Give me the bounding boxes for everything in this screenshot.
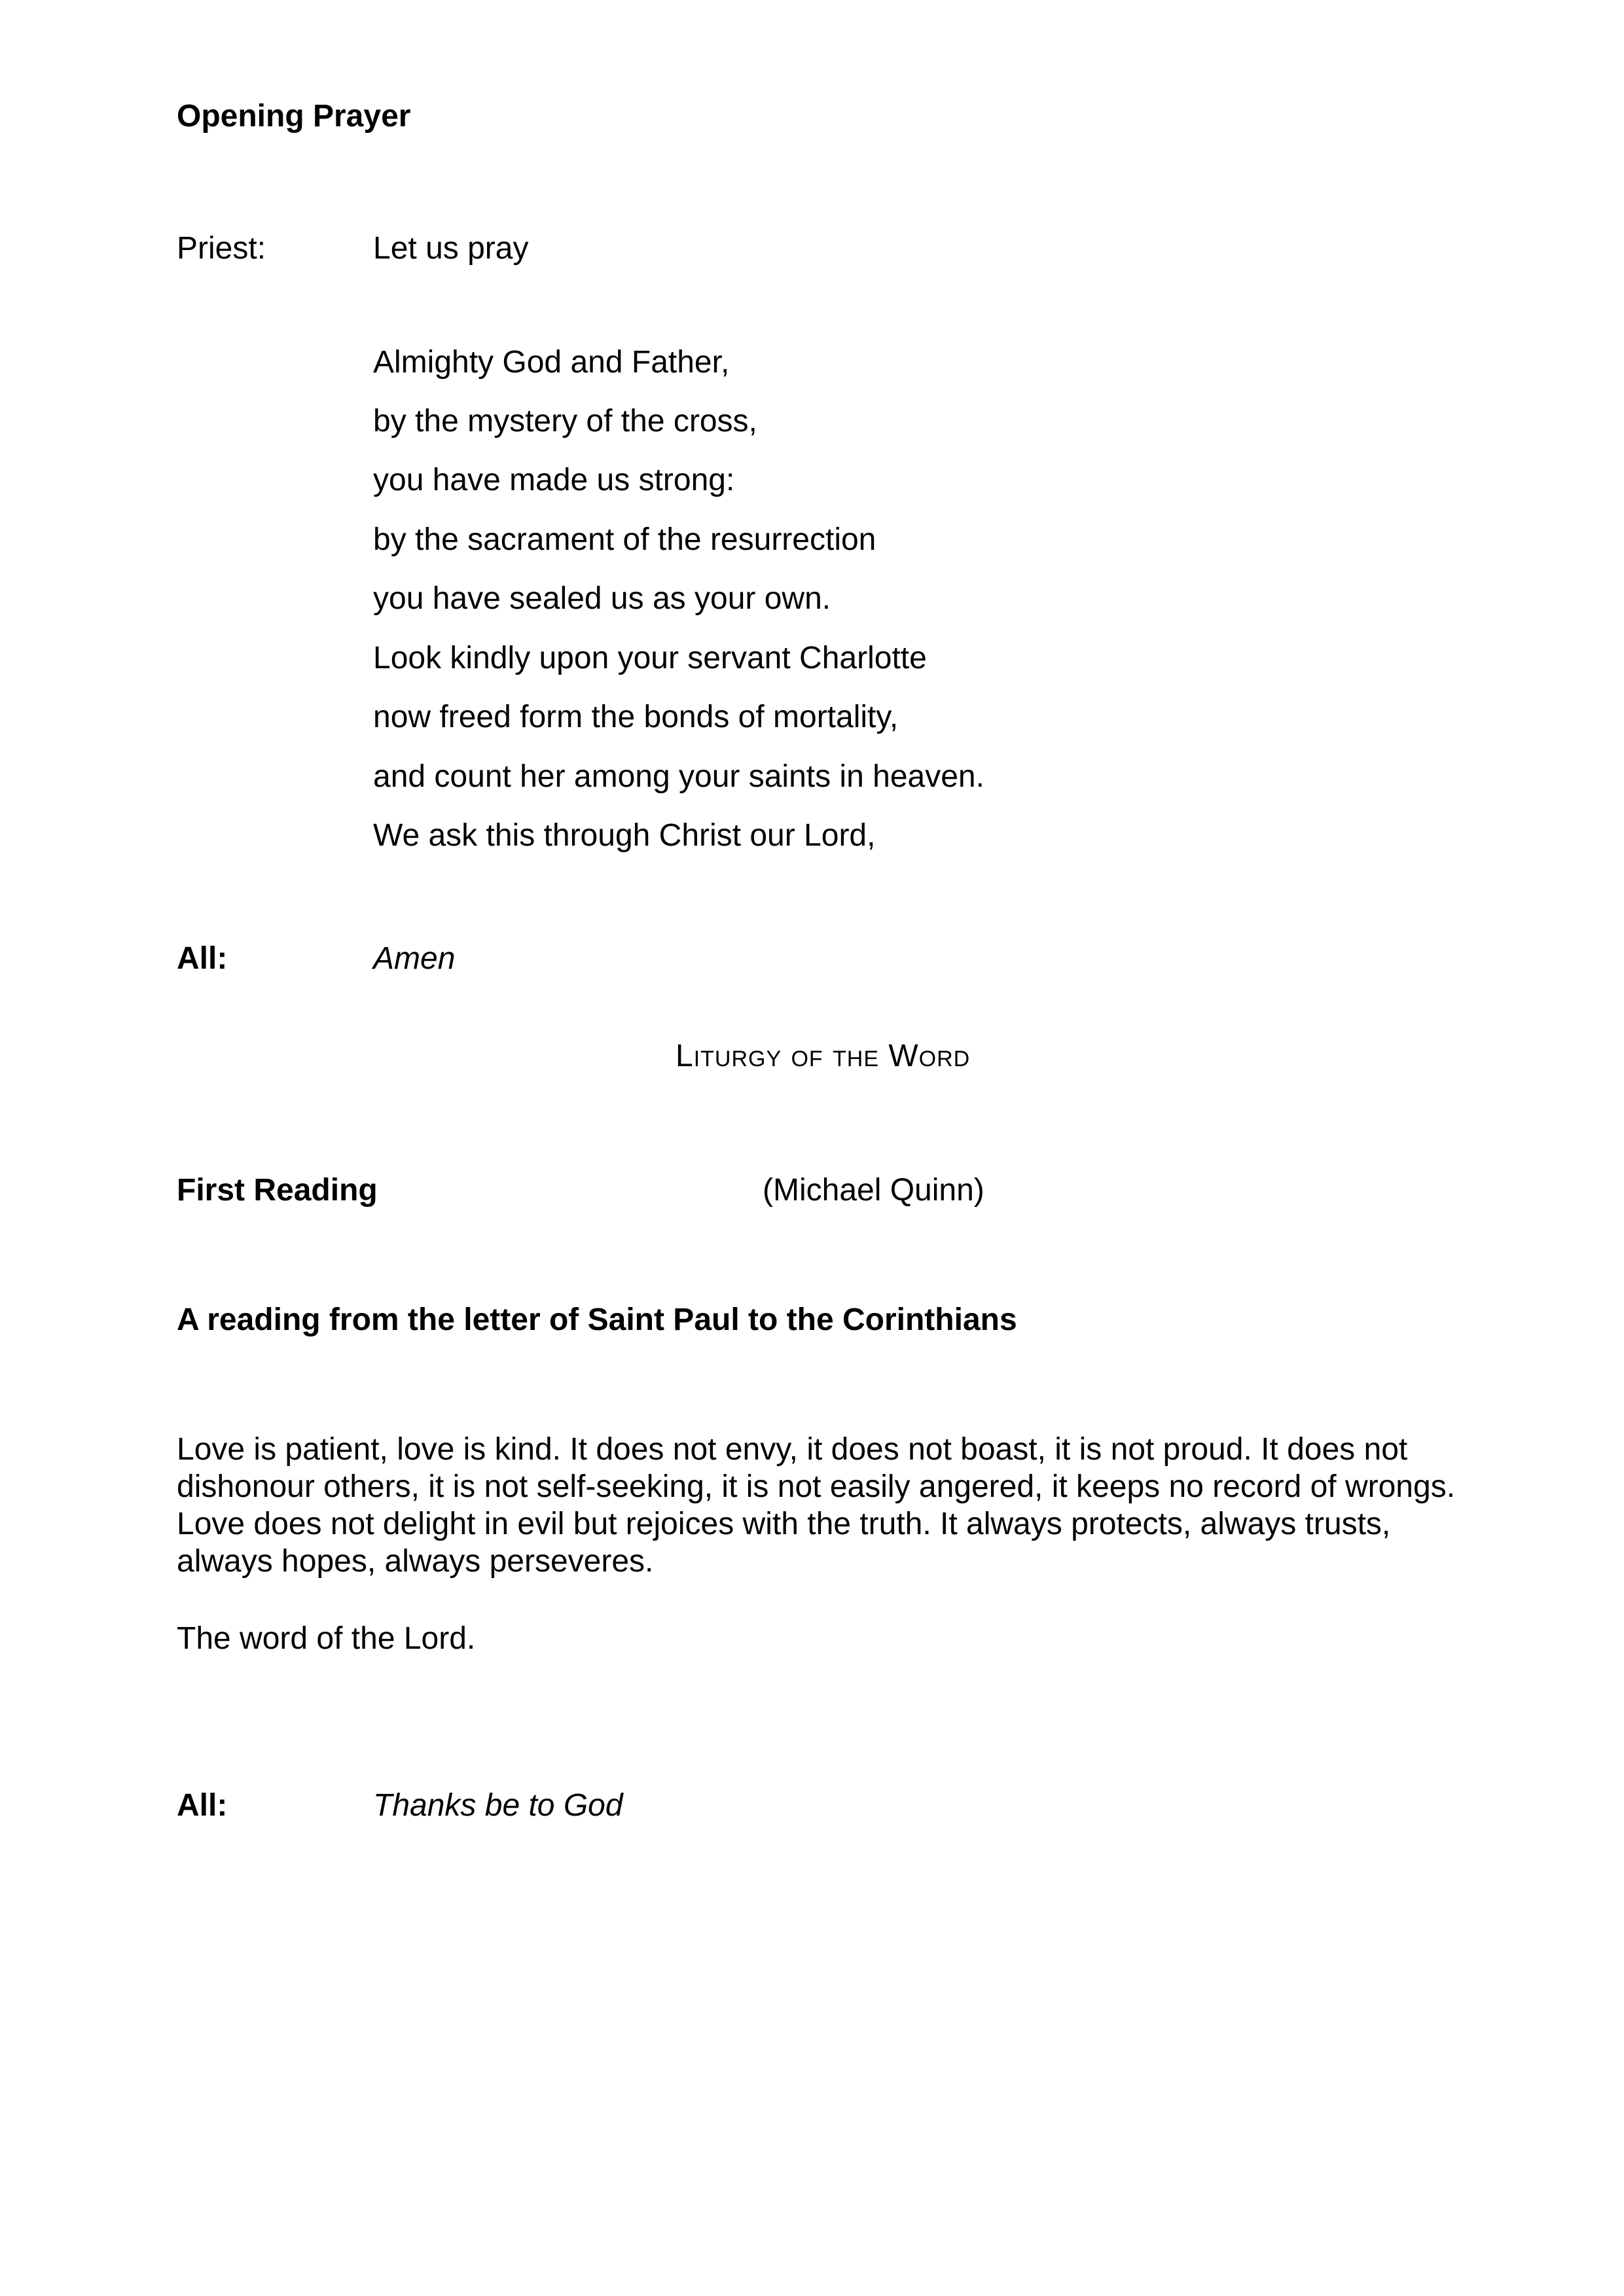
prayer-line: now freed form the bonds of mortality, — [373, 700, 899, 734]
reader-name: (Michael Quinn) — [763, 1173, 984, 1208]
reading-closing: The word of the Lord. — [177, 1621, 476, 1656]
priest-invitation: Let us pray — [373, 231, 529, 266]
prayer-line: by the sacrament of the resurrection — [373, 522, 876, 557]
reading-line: Love is patient, love is kind. It does not envy, it does not boast, it is not proud. It does not — [177, 1432, 1408, 1467]
all-label: All: — [177, 941, 228, 976]
opening-prayer-title: Opening Prayer — [177, 99, 411, 134]
reading-line: always hopes, always perseveres. — [177, 1544, 654, 1579]
reading-line: dishonour others, it is not self-seeking, it is not easily angered, it keeps no record of wrongs. — [177, 1469, 1456, 1504]
reading-text — [177, 1431, 1519, 1580]
prayer-line: by the mystery of the cross, — [373, 404, 757, 439]
all-label: All: — [177, 1788, 228, 1823]
all-response: Amen — [373, 941, 456, 976]
liturgy-heading: Liturgy of the Word — [676, 1039, 971, 1073]
prayer-line: you have sealed us as your own. — [373, 581, 831, 616]
prayer-line: We ask this through Christ our Lord, — [373, 818, 876, 853]
prayer-line: Look kindly upon your servant Charlotte — [373, 641, 927, 675]
prayer-line: and count her among your saints in heaven. — [373, 759, 984, 794]
prayer-line: you have made us strong: — [373, 463, 735, 497]
priest-label: Priest: — [177, 231, 266, 266]
all-response: Thanks be to God — [373, 1788, 623, 1823]
prayer-line: Almighty God and Father, — [373, 345, 730, 380]
reading-line: Love does not delight in evil but rejoices with the truth. It always protects, always trusts, — [177, 1507, 1391, 1541]
first-reading-label: First Reading — [177, 1173, 378, 1208]
reading-source: A reading from the letter of Saint Paul to the Corinthians — [177, 1302, 1017, 1337]
